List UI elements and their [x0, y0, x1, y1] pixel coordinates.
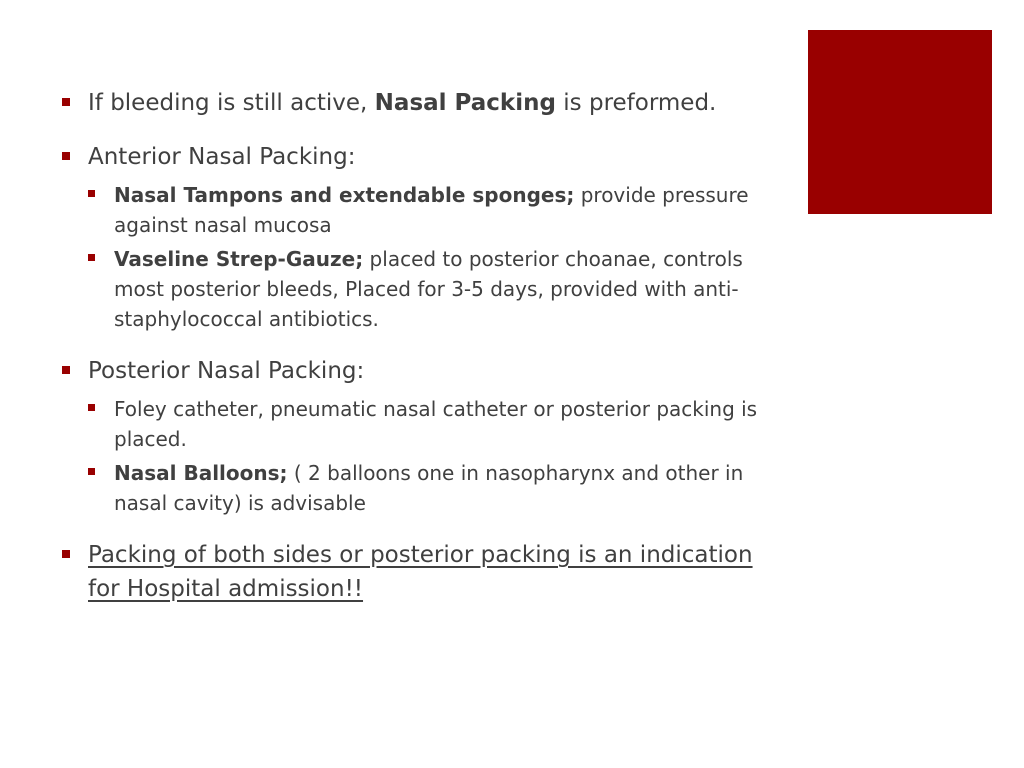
- bullet-item-hospital-admission: [62, 538, 782, 606]
- sub-bullet-item-vaseline-gauze: [88, 244, 782, 334]
- bullet-item-nasal-packing: [62, 86, 782, 120]
- bullet-item-anterior-packing: [62, 140, 782, 174]
- slide-content: [62, 86, 782, 606]
- bullet-text-bold: Nasal Balloons;: [114, 461, 288, 485]
- sub-bullet-item-nasal-balloons: [88, 458, 782, 518]
- bullet-text-bold: Nasal Packing: [374, 90, 556, 116]
- square-bullet-icon: [88, 404, 95, 411]
- bullet-text: ( 2 balloons one in nasopharynx and other in nasal cavity) is advisable: [114, 461, 744, 515]
- bullet-text: Foley catheter, pneumatic nasal catheter or posterior packing is placed.: [114, 397, 758, 451]
- square-bullet-icon: [62, 98, 70, 106]
- bullet-text: Posterior Nasal Packing:: [88, 358, 365, 384]
- sub-bullet-item-nasal-tampons: [88, 180, 782, 240]
- square-bullet-icon: [88, 468, 95, 475]
- bullet-text: provide pressure against nasal mucosa: [114, 183, 749, 237]
- bullet-text: Anterior Nasal Packing:: [88, 144, 356, 170]
- sub-bullet-item-foley-catheter: [88, 394, 782, 454]
- square-bullet-icon: [88, 254, 95, 261]
- bullet-text: If bleeding is still active,: [88, 90, 375, 116]
- square-bullet-icon: [88, 190, 95, 197]
- square-bullet-icon: [62, 550, 70, 558]
- bullet-text: is preformed.: [555, 90, 717, 116]
- bullet-text-underlined: Packing of both sides or posterior packing is an indication for Hospital admission!!: [88, 542, 753, 602]
- square-bullet-icon: [62, 366, 70, 374]
- bullet-text-bold: Nasal Tampons and extendable sponges;: [114, 183, 575, 207]
- accent-block: [808, 30, 992, 214]
- bullet-item-posterior-packing: [62, 354, 782, 388]
- bullet-text: placed to posterior choanae, controls most posterior bleeds, Placed for 3-5 days, provided with anti- staphylococcal antibiotics.: [114, 247, 743, 331]
- square-bullet-icon: [62, 152, 70, 160]
- bullet-text-bold: Vaseline Strep-Gauze;: [114, 247, 364, 271]
